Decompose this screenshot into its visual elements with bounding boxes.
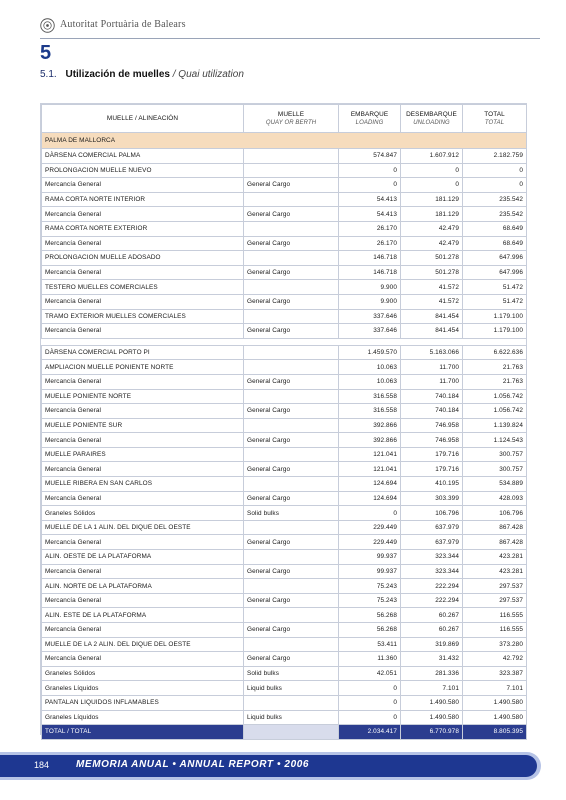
cell-total: 423.281 [463,550,527,565]
table-row [42,433,527,448]
cell-loading: 10.063 [339,360,401,375]
cell-quay-name: Mercancía General [42,207,244,222]
cell-unloading: 501.278 [401,251,463,266]
cell-total: 51.472 [463,294,527,309]
cell-loading: 316.558 [339,404,401,419]
table-row [42,477,527,492]
cell-loading: 9.900 [339,294,401,309]
cell-total: 1.056.742 [463,404,527,419]
cell-loading: 316.558 [339,389,401,404]
cell-loading: 574.847 [339,149,401,164]
table-row [42,608,527,623]
cell-unloading: 1.607.912 [401,149,463,164]
cell-loading: 121.041 [339,462,401,477]
table-row [42,345,527,360]
cell-berth: Liquid bulks [244,681,339,696]
cell-total: 1.179.100 [463,324,527,339]
cell-unloading: 41.572 [401,280,463,295]
cell-berth: General Cargo [244,564,339,579]
cell-quay-name: PANTALAN LIQUIDOS INFLAMABLES [42,695,244,710]
cell-quay-name: Mercancía General [42,652,244,667]
cell-total: 68.649 [463,221,527,236]
table-row [42,280,527,295]
quay-utilization-table [41,104,527,740]
cell-quay-name: Mercancía General [42,535,244,550]
cell-unloading: 181.129 [401,207,463,222]
cell-berth [244,360,339,375]
cell-berth: General Cargo [244,236,339,251]
cell-berth: General Cargo [244,491,339,506]
table-row [42,149,527,164]
cell-loading: 53.411 [339,637,401,652]
cell-total: 1.056.742 [463,389,527,404]
table-row [42,236,527,251]
cell-total: 647.996 [463,251,527,266]
cell-unloading: 501.278 [401,265,463,280]
chapter-number: 5 [40,42,52,64]
cell-total: 1.139.824 [463,418,527,433]
group-label: PALMA DE MALLORCA [42,133,527,149]
header-unloading: DESEMBARQUE UNLOADING [401,105,463,133]
page-header [40,16,540,40]
cell-unloading: 11.700 [401,374,463,389]
footer-report-title: MEMORIA ANUAL • ANNUAL REPORT • 2006 [76,759,310,770]
cell-total: 2.182.759 [463,149,527,164]
cell-total: 1.490.580 [463,710,527,725]
cell-quay-name: Mercancía General [42,491,244,506]
cell-berth: General Cargo [244,207,339,222]
cell-unloading: 1.490.580 [401,695,463,710]
cell-total: 297.537 [463,579,527,594]
cell-unloading: 0 [401,178,463,193]
cell-loading: 9.900 [339,280,401,295]
total-berth-blank [244,725,339,740]
cell-berth [244,309,339,324]
cell-total: 235.542 [463,207,527,222]
cell-quay-name: Mercancía General [42,593,244,608]
cell-quay-name: RAMA CORTA NORTE EXTERIOR [42,221,244,236]
cell-quay-name: MUELLE RIBERA EN SAN CARLOS [42,477,244,492]
cell-total: 6.622.636 [463,345,527,360]
cell-quay-name: Mercancía General [42,265,244,280]
cell-total: 1.490.580 [463,695,527,710]
table-row [42,535,527,550]
section-title-en: Quai utilization [178,69,244,80]
table-row [42,374,527,389]
cell-quay-name: PROLONGACION MUELLE ADOSADO [42,251,244,266]
cell-berth [244,550,339,565]
table-row [42,207,527,222]
block-spacer [42,338,527,345]
cell-loading: 124.694 [339,477,401,492]
table-row [42,666,527,681]
cell-total: 867.428 [463,535,527,550]
table-row [42,491,527,506]
header-berth: MUELLE QUAY OR BERTH [244,105,339,133]
cell-total: 42.792 [463,652,527,667]
cell-quay-name: RAMA CORTA NORTE INTERIOR [42,192,244,207]
cell-unloading: 179.716 [401,462,463,477]
cell-loading: 0 [339,178,401,193]
cell-loading: 121.041 [339,447,401,462]
cell-unloading: 42.479 [401,221,463,236]
cell-unloading: 60.267 [401,623,463,638]
cell-quay-name: DÀRSENA COMERCIAL PALMA [42,149,244,164]
table-row [42,637,527,652]
table-row [42,520,527,535]
cell-quay-name: Graneles Líquidos [42,710,244,725]
cell-loading: 337.646 [339,324,401,339]
cell-loading: 11.360 [339,652,401,667]
table-row [42,324,527,339]
cell-unloading: 841.454 [401,309,463,324]
cell-total: 1.179.100 [463,309,527,324]
cell-loading: 0 [339,681,401,696]
quay-utilization-table-frame [40,103,527,735]
table-row [42,681,527,696]
cell-berth [244,695,339,710]
header-loading: EMBARQUE LOADING [339,105,401,133]
cell-berth [244,477,339,492]
cell-total: 867.428 [463,520,527,535]
cell-berth: General Cargo [244,178,339,193]
cell-loading: 42.051 [339,666,401,681]
cell-quay-name: Mercancía General [42,462,244,477]
table-row [42,652,527,667]
cell-loading: 1.459.570 [339,345,401,360]
cell-loading: 392.866 [339,433,401,448]
cell-quay-name: Graneles Sólidos [42,666,244,681]
total-label: TOTAL / TOTAL [42,725,244,740]
cell-berth: General Cargo [244,294,339,309]
cell-unloading: 179.716 [401,447,463,462]
cell-total: 116.555 [463,623,527,638]
cell-unloading: 31.432 [401,652,463,667]
cell-berth [244,221,339,236]
cell-loading: 0 [339,695,401,710]
table-header-row [42,105,527,133]
cell-quay-name: ALIN. OESTE DE LA PLATAFORMA [42,550,244,565]
cell-unloading: 42.479 [401,236,463,251]
table-row [42,192,527,207]
cell-unloading: 60.267 [401,608,463,623]
cell-loading: 75.243 [339,593,401,608]
cell-quay-name: MUELLE DE LA 2 ALIN. DEL DIQUE DEL OESTE [42,637,244,652]
table-row [42,550,527,565]
block-spacer-row [42,338,527,345]
cell-quay-name: Mercancía General [42,178,244,193]
cell-unloading: 637.979 [401,520,463,535]
cell-total: 423.281 [463,564,527,579]
header-total: TOTAL TOTAL [463,105,527,133]
table-row [42,418,527,433]
cell-unloading: 7.101 [401,681,463,696]
cell-loading: 75.243 [339,579,401,594]
cell-total: 7.101 [463,681,527,696]
cell-quay-name: TESTERO MUELLES COMERCIALES [42,280,244,295]
cell-total: 1.124.543 [463,433,527,448]
section-title-es: Utilización de muelles [65,69,170,80]
cell-total: 647.996 [463,265,527,280]
table-row [42,360,527,375]
cell-unloading: 841.454 [401,324,463,339]
cell-berth [244,637,339,652]
cell-total: 0 [463,178,527,193]
cell-quay-name: TRAMO EXTERIOR MUELLES COMERCIALES [42,309,244,324]
cell-loading: 0 [339,163,401,178]
cell-unloading: 281.336 [401,666,463,681]
cell-total: 235.542 [463,192,527,207]
cell-quay-name: Mercancía General [42,564,244,579]
cell-total: 428.093 [463,491,527,506]
cell-quay-name: Mercancía General [42,236,244,251]
cell-quay-name: MUELLE PARAIRES [42,447,244,462]
cell-loading: 54.413 [339,207,401,222]
cell-unloading: 740.184 [401,389,463,404]
cell-loading: 56.268 [339,608,401,623]
table-row [42,593,527,608]
cell-loading: 229.449 [339,520,401,535]
cell-loading: 56.268 [339,623,401,638]
cell-total: 300.757 [463,462,527,477]
cell-berth: Solid bulks [244,506,339,521]
cell-quay-name: MUELLE PONIENTE NORTE [42,389,244,404]
cell-quay-name: MUELLE PONIENTE SUR [42,418,244,433]
group-row [42,133,527,149]
cell-unloading: 222.294 [401,593,463,608]
cell-quay-name: AMPLIACION MUELLE PONIENTE NORTE [42,360,244,375]
cell-berth [244,447,339,462]
cell-unloading: 740.184 [401,404,463,419]
cell-total: 68.649 [463,236,527,251]
cell-berth: General Cargo [244,374,339,389]
cell-berth: Solid bulks [244,666,339,681]
cell-unloading: 11.700 [401,360,463,375]
cell-total: 21.763 [463,374,527,389]
cell-berth [244,389,339,404]
cell-berth [244,280,339,295]
cell-berth: Liquid bulks [244,710,339,725]
section-separator: / [172,69,179,80]
cell-berth [244,345,339,360]
cell-quay-name: Mercancía General [42,324,244,339]
cell-total: 21.763 [463,360,527,375]
cell-total: 534.889 [463,477,527,492]
cell-berth: General Cargo [244,593,339,608]
cell-total: 116.555 [463,608,527,623]
cell-berth: General Cargo [244,462,339,477]
cell-loading: 10.063 [339,374,401,389]
cell-total: 297.537 [463,593,527,608]
cell-quay-name: Graneles Líquidos [42,681,244,696]
cell-quay-name: Mercancía General [42,404,244,419]
cell-berth [244,163,339,178]
cell-loading: 54.413 [339,192,401,207]
table-row [42,462,527,477]
total-row [42,725,527,740]
cell-total: 106.796 [463,506,527,521]
cell-loading: 146.718 [339,251,401,266]
cell-loading: 99.937 [339,550,401,565]
section-number: 5.1. [40,69,57,80]
cell-unloading: 323.344 [401,564,463,579]
cell-unloading: 323.344 [401,550,463,565]
table-row [42,695,527,710]
table-row [42,564,527,579]
total-total: 8.805.395 [463,725,527,740]
cell-berth [244,608,339,623]
cell-quay-name: Mercancía General [42,374,244,389]
table-row [42,404,527,419]
cell-loading: 26.170 [339,221,401,236]
header-quay-alignment: MUELLE / ALINEACIÓN [42,105,244,133]
cell-quay-name: Mercancía General [42,294,244,309]
cell-unloading: 746.958 [401,433,463,448]
cell-loading: 392.866 [339,418,401,433]
cell-loading: 229.449 [339,535,401,550]
header-divider [40,38,540,39]
table-row [42,221,527,236]
cell-unloading: 41.572 [401,294,463,309]
cell-loading: 0 [339,710,401,725]
cell-total: 0 [463,163,527,178]
cell-total: 51.472 [463,280,527,295]
cell-quay-name: ALIN. NORTE DE LA PLATAFORMA [42,579,244,594]
table-row [42,163,527,178]
cell-berth [244,579,339,594]
cell-total: 373.280 [463,637,527,652]
cell-loading: 337.646 [339,309,401,324]
cell-unloading: 410.195 [401,477,463,492]
table-row [42,710,527,725]
cell-unloading: 746.958 [401,418,463,433]
cell-unloading: 222.294 [401,579,463,594]
cell-total: 323.387 [463,666,527,681]
cell-berth: General Cargo [244,265,339,280]
table-row [42,178,527,193]
cell-unloading: 181.129 [401,192,463,207]
cell-unloading: 637.979 [401,535,463,550]
table-row [42,265,527,280]
cell-berth [244,192,339,207]
table-row [42,447,527,462]
cell-quay-name: ALIN. ESTE DE LA PLATAFORMA [42,608,244,623]
cell-berth: General Cargo [244,404,339,419]
total-unloading: 6.770.978 [401,725,463,740]
cell-loading: 0 [339,506,401,521]
cell-berth: General Cargo [244,324,339,339]
cell-berth [244,418,339,433]
cell-berth: General Cargo [244,623,339,638]
cell-loading: 99.937 [339,564,401,579]
cell-unloading: 303.399 [401,491,463,506]
cell-quay-name: Mercancía General [42,623,244,638]
organization-name: Autoritat Portuària de Balears [60,19,186,30]
table-row [42,579,527,594]
cell-berth: General Cargo [244,535,339,550]
cell-berth [244,520,339,535]
cell-total: 300.757 [463,447,527,462]
port-authority-logo-icon [40,18,55,33]
section-heading [40,69,244,80]
total-loading: 2.034.417 [339,725,401,740]
cell-unloading: 1.490.580 [401,710,463,725]
cell-berth [244,149,339,164]
cell-quay-name: Mercancía General [42,433,244,448]
cell-loading: 26.170 [339,236,401,251]
cell-quay-name: MUELLE DE LA 1 ALIN. DEL DIQUE DEL OESTE [42,520,244,535]
table-row [42,623,527,638]
cell-unloading: 106.796 [401,506,463,521]
cell-unloading: 0 [401,163,463,178]
cell-loading: 146.718 [339,265,401,280]
cell-loading: 124.694 [339,491,401,506]
table-row [42,251,527,266]
cell-berth: General Cargo [244,652,339,667]
table-row [42,294,527,309]
cell-quay-name: DÀRSENA COMERCIAL PORTO PI [42,345,244,360]
table-row [42,389,527,404]
cell-quay-name: Graneles Sólidos [42,506,244,521]
table-row [42,309,527,324]
cell-unloading: 319.869 [401,637,463,652]
cell-unloading: 5.163.066 [401,345,463,360]
cell-quay-name: PROLONGACION MUELLE NUEVO [42,163,244,178]
cell-berth [244,251,339,266]
page-number: 184 [34,760,50,770]
table-row [42,506,527,521]
cell-berth: General Cargo [244,433,339,448]
